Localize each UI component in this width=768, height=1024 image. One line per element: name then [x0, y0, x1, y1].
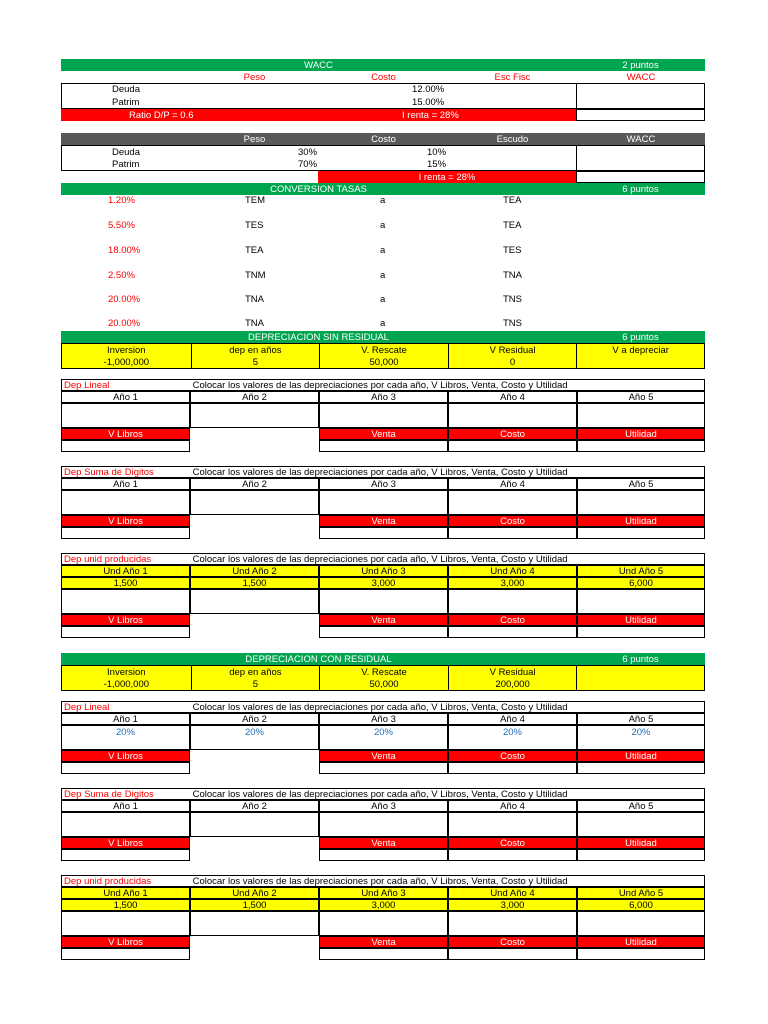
- wacc-header-blank: [61, 71, 190, 83]
- wacc2-result-cell[interactable]: [576, 145, 705, 171]
- dep-value-cell[interactable]: [448, 490, 577, 515]
- dep-value-cell[interactable]: [61, 589, 190, 614]
- sinres-params: [61, 343, 705, 369]
- costo-label: Costo: [448, 936, 577, 948]
- conres-v-dep: 5: [191, 678, 320, 690]
- dep-label-gap: [190, 515, 319, 527]
- vlibros-input[interactable]: [61, 527, 190, 539]
- und-value: 3,000: [448, 577, 577, 589]
- sinres-h-inversion: Inversion: [107, 344, 146, 356]
- und-value: 1,500: [61, 899, 190, 911]
- conversion-from: TNM: [245, 270, 266, 281]
- wacc2-row-patrim-peso: 70%: [298, 159, 318, 170]
- dep-value-cell[interactable]: [61, 911, 190, 936]
- year-header: Año 1: [61, 391, 190, 403]
- dep-header-row: [61, 713, 705, 725]
- sinres-h-adepreciar: V a depreciar: [576, 344, 704, 356]
- conversion-a: a: [380, 220, 386, 231]
- utilidad-input[interactable]: [577, 849, 705, 861]
- wacc-result-cell[interactable]: [576, 83, 705, 109]
- und-value: 3,000: [319, 577, 448, 589]
- dep-percent-cell: 20%: [190, 725, 319, 750]
- und-value: 1,500: [61, 577, 190, 589]
- dep-value-cell[interactable]: [319, 911, 448, 936]
- dep-value-cell[interactable]: [319, 589, 448, 614]
- dep-value-cell[interactable]: [448, 589, 577, 614]
- venta-label: Venta: [319, 750, 448, 762]
- und-value: 6,000: [577, 577, 705, 589]
- und-value: 1,500: [190, 899, 319, 911]
- wacc-header-escfisc: Esc Fisc: [494, 71, 531, 83]
- utilidad-input[interactable]: [577, 948, 705, 960]
- venta-input[interactable]: [319, 527, 448, 539]
- dep-value-cell[interactable]: [190, 490, 319, 515]
- venta-input[interactable]: [319, 948, 448, 960]
- sinres-v-adepreciar[interactable]: [576, 356, 704, 368]
- costo-input[interactable]: [448, 626, 577, 638]
- conres-h-rescate: V. Rescate: [319, 666, 448, 678]
- dep-title-row: [61, 701, 705, 713]
- vlibros-label: V Libros: [61, 837, 190, 849]
- wacc2-header-peso: Peso: [243, 133, 266, 145]
- wacc2-header-blank: [61, 133, 190, 145]
- costo-label: Costo: [448, 614, 577, 626]
- dep-method-title: Dep unid producidas: [64, 554, 152, 564]
- year-header: Año 4: [448, 478, 577, 490]
- year-header: Año 4: [448, 391, 577, 403]
- dep-label-gap: [190, 837, 319, 849]
- utilidad-input[interactable]: [577, 527, 705, 539]
- dep-entry-row: [61, 527, 705, 539]
- conres-h-residual: V Residual: [448, 666, 577, 678]
- conres-params: [61, 665, 705, 691]
- conres-v-rescate: 50,000: [319, 678, 448, 690]
- und-values-row: [61, 899, 705, 911]
- wacc-header-peso: Peso: [243, 71, 266, 83]
- venta-label: Venta: [319, 428, 448, 440]
- year-header: Año 2: [190, 478, 319, 490]
- dep-instruction: Colocar los valores de las depreciaciones por cada año, V Libros, Venta, Costo y Utilidad: [192, 554, 568, 564]
- costo-input[interactable]: [448, 762, 577, 774]
- costo-input[interactable]: [448, 527, 577, 539]
- year-header: Año 1: [61, 800, 190, 812]
- conres-v-inversion: -1,000,000: [103, 678, 150, 690]
- wacc2-row-deuda-label: Deuda: [112, 147, 140, 158]
- dep-value-cell[interactable]: [577, 403, 705, 428]
- conres-points: 6 puntos: [622, 653, 659, 665]
- utilidad-label: Utilidad: [577, 515, 705, 527]
- dep-labels-row: [61, 614, 705, 626]
- dep-entry-row: [61, 849, 705, 861]
- conversion-rate: 20.00%: [108, 318, 141, 329]
- year-header: Año 5: [577, 478, 705, 490]
- dep-entry-gap: [190, 849, 319, 861]
- venta-label: Venta: [319, 515, 448, 527]
- dep-method-title: Dep Suma de Digitos: [64, 467, 154, 477]
- wacc-header-wacc: WACC: [626, 71, 656, 83]
- utilidad-label: Utilidad: [577, 428, 705, 440]
- und-year-header: Und Año 5: [577, 565, 705, 577]
- conversion-from: TNA: [245, 318, 264, 329]
- dep-title-row: [61, 379, 705, 391]
- sinres-v-dep: 5: [191, 356, 320, 368]
- wacc-title: WACC: [304, 59, 333, 71]
- conversion-rate: 5.50%: [108, 220, 135, 231]
- dep-labels-row: [61, 428, 705, 440]
- conres-title-bar: [61, 653, 705, 665]
- conres-h-inversion: Inversion: [107, 666, 146, 678]
- dep-value-row: [61, 812, 705, 837]
- conversion-to: TEA: [503, 195, 522, 206]
- vlibros-label: V Libros: [61, 750, 190, 762]
- conversion-rate: 2.50%: [108, 270, 135, 281]
- dep-title-row: [61, 466, 705, 478]
- dep-instruction: Colocar los valores de las depreciaciones por cada año, V Libros, Venta, Costo y Utilidad: [192, 876, 568, 886]
- dep-header-row: [61, 887, 705, 899]
- dep-entry-gap: [190, 626, 319, 638]
- und-year-header: Und Año 4: [448, 565, 577, 577]
- dep-value-cell[interactable]: [319, 403, 448, 428]
- dep-instruction: Colocar los valores de las depreciaciones por cada año, V Libros, Venta, Costo y Utilidad: [192, 702, 568, 712]
- dep-instruction: Colocar los valores de las depreciaciones por cada año, V Libros, Venta, Costo y Utilidad: [192, 789, 568, 799]
- conversion-to: TNA: [503, 270, 522, 281]
- dep-value-cell[interactable]: [61, 812, 190, 837]
- vlibros-input[interactable]: [61, 948, 190, 960]
- year-header: Año 5: [577, 713, 705, 725]
- wacc2-row-deuda-costo: 10%: [427, 147, 447, 158]
- dep-percent-cell: 20%: [577, 725, 705, 750]
- year-header: Año 5: [577, 800, 705, 812]
- dep-entry-row: [61, 440, 705, 452]
- venta-input[interactable]: [319, 440, 448, 452]
- conversion-a: a: [380, 270, 386, 281]
- dep-label-gap: [190, 750, 319, 762]
- conversion-a: a: [380, 318, 386, 329]
- vlibros-label: V Libros: [61, 936, 190, 948]
- vlibros-label: V Libros: [61, 515, 190, 527]
- dep-instruction: Colocar los valores de las depreciaciones por cada año, V Libros, Venta, Costo y Utilidad: [192, 467, 568, 477]
- und-value: 3,000: [448, 899, 577, 911]
- wacc2-row-patrim-label: Patrim: [112, 159, 140, 170]
- wacc2-irenta-empty[interactable]: [576, 171, 705, 183]
- year-header: Año 3: [319, 800, 448, 812]
- conversion-rate: 18.00%: [108, 245, 141, 256]
- dep-header-row: [61, 391, 705, 403]
- dep-value-row: [61, 589, 705, 614]
- dep-value-row: [61, 403, 705, 428]
- wacc-row-patrim-costo: 15.00%: [412, 97, 445, 108]
- und-year-header: Und Año 3: [319, 887, 448, 899]
- vlibros-input[interactable]: [61, 626, 190, 638]
- dep-entry-row: [61, 762, 705, 774]
- wacc-header-costo: Costo: [371, 71, 396, 83]
- dep-title-row: [61, 875, 705, 887]
- dep-value-cell[interactable]: [190, 911, 319, 936]
- dep-entry-row: [61, 948, 705, 960]
- wacc-ratio-bar: [61, 109, 576, 121]
- dep-value-cell[interactable]: [61, 490, 190, 515]
- utilidad-label: Utilidad: [577, 936, 705, 948]
- dep-title-row: [61, 788, 705, 800]
- sinres-title-bar: [61, 331, 705, 343]
- sinres-v-rescate: 50,000: [319, 356, 448, 368]
- year-header: Año 2: [190, 391, 319, 403]
- und-year-header: Und Año 1: [61, 887, 190, 899]
- year-header: Año 4: [448, 713, 577, 725]
- dep-value-cell[interactable]: [448, 403, 577, 428]
- conversion-from: TES: [245, 220, 264, 231]
- wacc2-row-patrim-costo: 15%: [427, 159, 447, 170]
- dep-value-cell[interactable]: [190, 812, 319, 837]
- year-header: Año 2: [190, 800, 319, 812]
- dep-labels-row: [61, 750, 705, 762]
- conversion-from: TEM: [245, 195, 266, 206]
- dep-label-gap: [190, 936, 319, 948]
- dep-value-cell[interactable]: [448, 812, 577, 837]
- vlibros-input[interactable]: [61, 440, 190, 452]
- dep-value-cell[interactable]: [319, 490, 448, 515]
- sinres-v-residual: 0: [448, 356, 577, 368]
- conversion-from: TEA: [245, 245, 264, 256]
- dep-labels-row: [61, 936, 705, 948]
- costo-input[interactable]: [448, 440, 577, 452]
- dep-header-row: [61, 800, 705, 812]
- dep-value-cell[interactable]: [61, 403, 190, 428]
- dep-method-title: Dep Suma de Digitos: [64, 789, 154, 799]
- dep-header-row: [61, 478, 705, 490]
- und-values-row: [61, 577, 705, 589]
- dep-entry-gap: [190, 948, 319, 960]
- conversion-title-bar: [61, 183, 705, 195]
- dep-method-title: Dep Lineal: [64, 702, 110, 712]
- vlibros-label: V Libros: [61, 614, 190, 626]
- venta-label: Venta: [319, 936, 448, 948]
- conversion-title: CONVERSION TASAS: [270, 183, 367, 195]
- wacc-points: 2 puntos: [622, 59, 659, 71]
- und-year-header: Und Año 2: [190, 565, 319, 577]
- vlibros-label: V Libros: [61, 428, 190, 440]
- dep-method-title: Dep Lineal: [64, 380, 110, 390]
- costo-label: Costo: [448, 837, 577, 849]
- dep-percent-cell: 20%: [319, 725, 448, 750]
- conversion-a: a: [380, 195, 386, 206]
- und-year-header: Und Año 1: [61, 565, 190, 577]
- dep-value-cell[interactable]: [319, 812, 448, 837]
- year-header: Año 2: [190, 713, 319, 725]
- conres-v-residual: 200,000: [448, 678, 577, 690]
- dep-entry-gap: [190, 440, 319, 452]
- utilidad-input[interactable]: [577, 440, 705, 452]
- wacc-ratio-empty[interactable]: [576, 109, 705, 121]
- conversion-a: a: [380, 245, 386, 256]
- utilidad-input[interactable]: [577, 626, 705, 638]
- year-header: Año 1: [61, 478, 190, 490]
- dep-instruction: Colocar los valores de las depreciaciones por cada año, V Libros, Venta, Costo y Utilidad: [192, 380, 568, 390]
- conversion-to: TNS: [503, 318, 522, 329]
- dep-method-title: Dep unid producidas: [64, 876, 152, 886]
- dep-label-gap: [190, 428, 319, 440]
- conversion-points: 6 puntos: [622, 183, 659, 195]
- dep-title-row: [61, 553, 705, 565]
- dep-value-cell[interactable]: [577, 490, 705, 515]
- wacc-title-bar: [61, 59, 705, 71]
- year-header: Año 3: [319, 713, 448, 725]
- wacc-ratio-row: [61, 109, 705, 121]
- wacc-irenta: I renta = 28%: [402, 109, 459, 121]
- venta-input[interactable]: [319, 626, 448, 638]
- wacc2-irenta-row: [61, 171, 705, 183]
- venta-label: Venta: [319, 837, 448, 849]
- sinres-h-rescate: V. Rescate: [319, 344, 448, 356]
- wacc2-header-escudo: Escudo: [496, 133, 529, 145]
- year-header: Año 4: [448, 800, 577, 812]
- conversion-to: TNS: [503, 294, 522, 305]
- wacc2-header-costo: Costo: [371, 133, 396, 145]
- conres-title: DEPRECIACION CON RESIDUAL: [245, 653, 392, 665]
- und-year-header: Und Año 3: [319, 565, 448, 577]
- und-value: 3,000: [319, 899, 448, 911]
- conversion-a: a: [380, 294, 386, 305]
- vlibros-input[interactable]: [61, 762, 190, 774]
- sinres-h-dep: dep en años: [191, 344, 320, 356]
- und-year-header: Und Año 4: [448, 887, 577, 899]
- costo-label: Costo: [448, 750, 577, 762]
- dep-header-row: [61, 565, 705, 577]
- dep-value-cell[interactable]: [448, 911, 577, 936]
- costo-label: Costo: [448, 428, 577, 440]
- dep-label-gap: [190, 614, 319, 626]
- vlibros-input[interactable]: [61, 849, 190, 861]
- utilidad-label: Utilidad: [577, 614, 705, 626]
- conversion-from: TNA: [245, 294, 264, 305]
- conversion-to: TES: [503, 245, 522, 256]
- wacc-row-deuda-label: Deuda: [112, 84, 140, 95]
- sinres-h-residual: V Residual: [448, 344, 577, 356]
- conres-h-empty: [576, 666, 704, 678]
- costo-input[interactable]: [448, 948, 577, 960]
- dep-entry-gap: [190, 527, 319, 539]
- dep-labels-row: [61, 515, 705, 527]
- year-header: Año 5: [577, 391, 705, 403]
- conversion-rate: 1.20%: [108, 195, 135, 206]
- year-header: Año 3: [319, 478, 448, 490]
- dep-percent-cell: 20%: [61, 725, 190, 750]
- utilidad-label: Utilidad: [577, 837, 705, 849]
- wacc-header-row: [61, 71, 705, 83]
- dep-value-row: [61, 911, 705, 936]
- conversion-rate: 20.00%: [108, 294, 141, 305]
- wacc-row-deuda-costo: 12.00%: [412, 84, 445, 95]
- costo-input[interactable]: [448, 849, 577, 861]
- wacc2-header-row: [61, 133, 705, 145]
- sinres-points: 6 puntos: [622, 331, 659, 343]
- year-header: Año 1: [61, 713, 190, 725]
- wacc2-header-wacc: WACC: [626, 133, 656, 145]
- dep-value-cell[interactable]: [577, 812, 705, 837]
- venta-input[interactable]: [319, 762, 448, 774]
- conres-h-dep: dep en años: [191, 666, 320, 678]
- wacc-row-patrim-label: Patrim: [112, 97, 140, 108]
- utilidad-label: Utilidad: [577, 750, 705, 762]
- sinres-title: DEPRECIACION SIN RESIDUAL: [248, 331, 389, 343]
- conres-v-empty[interactable]: [576, 678, 704, 690]
- conversion-to: TEA: [503, 220, 522, 231]
- utilidad-input[interactable]: [577, 762, 705, 774]
- wacc2-irenta-gap: [61, 171, 318, 183]
- dep-entry-row: [61, 626, 705, 638]
- und-value: 6,000: [577, 899, 705, 911]
- dep-value-row: [61, 490, 705, 515]
- dep-labels-row: [61, 837, 705, 849]
- venta-label: Venta: [319, 614, 448, 626]
- dep-percent-cell: 20%: [448, 725, 577, 750]
- year-header: Año 3: [319, 391, 448, 403]
- dep-entry-gap: [190, 762, 319, 774]
- und-value: 1,500: [190, 577, 319, 589]
- wacc-ratio: Ratio D/P = 0.6: [129, 109, 194, 121]
- wacc2-irenta: I renta = 28%: [318, 171, 576, 183]
- dep-value-cell[interactable]: [577, 589, 705, 614]
- costo-label: Costo: [448, 515, 577, 527]
- und-year-header: Und Año 2: [190, 887, 319, 899]
- dep-value-cell[interactable]: [577, 911, 705, 936]
- dep-value-cell[interactable]: [190, 403, 319, 428]
- wacc2-row-deuda-peso: 30%: [298, 147, 318, 158]
- und-year-header: Und Año 5: [577, 887, 705, 899]
- venta-input[interactable]: [319, 849, 448, 861]
- dep-value-cell[interactable]: [190, 589, 319, 614]
- sinres-v-inversion: -1,000,000: [103, 356, 150, 368]
- dep-value-row: [61, 725, 705, 750]
